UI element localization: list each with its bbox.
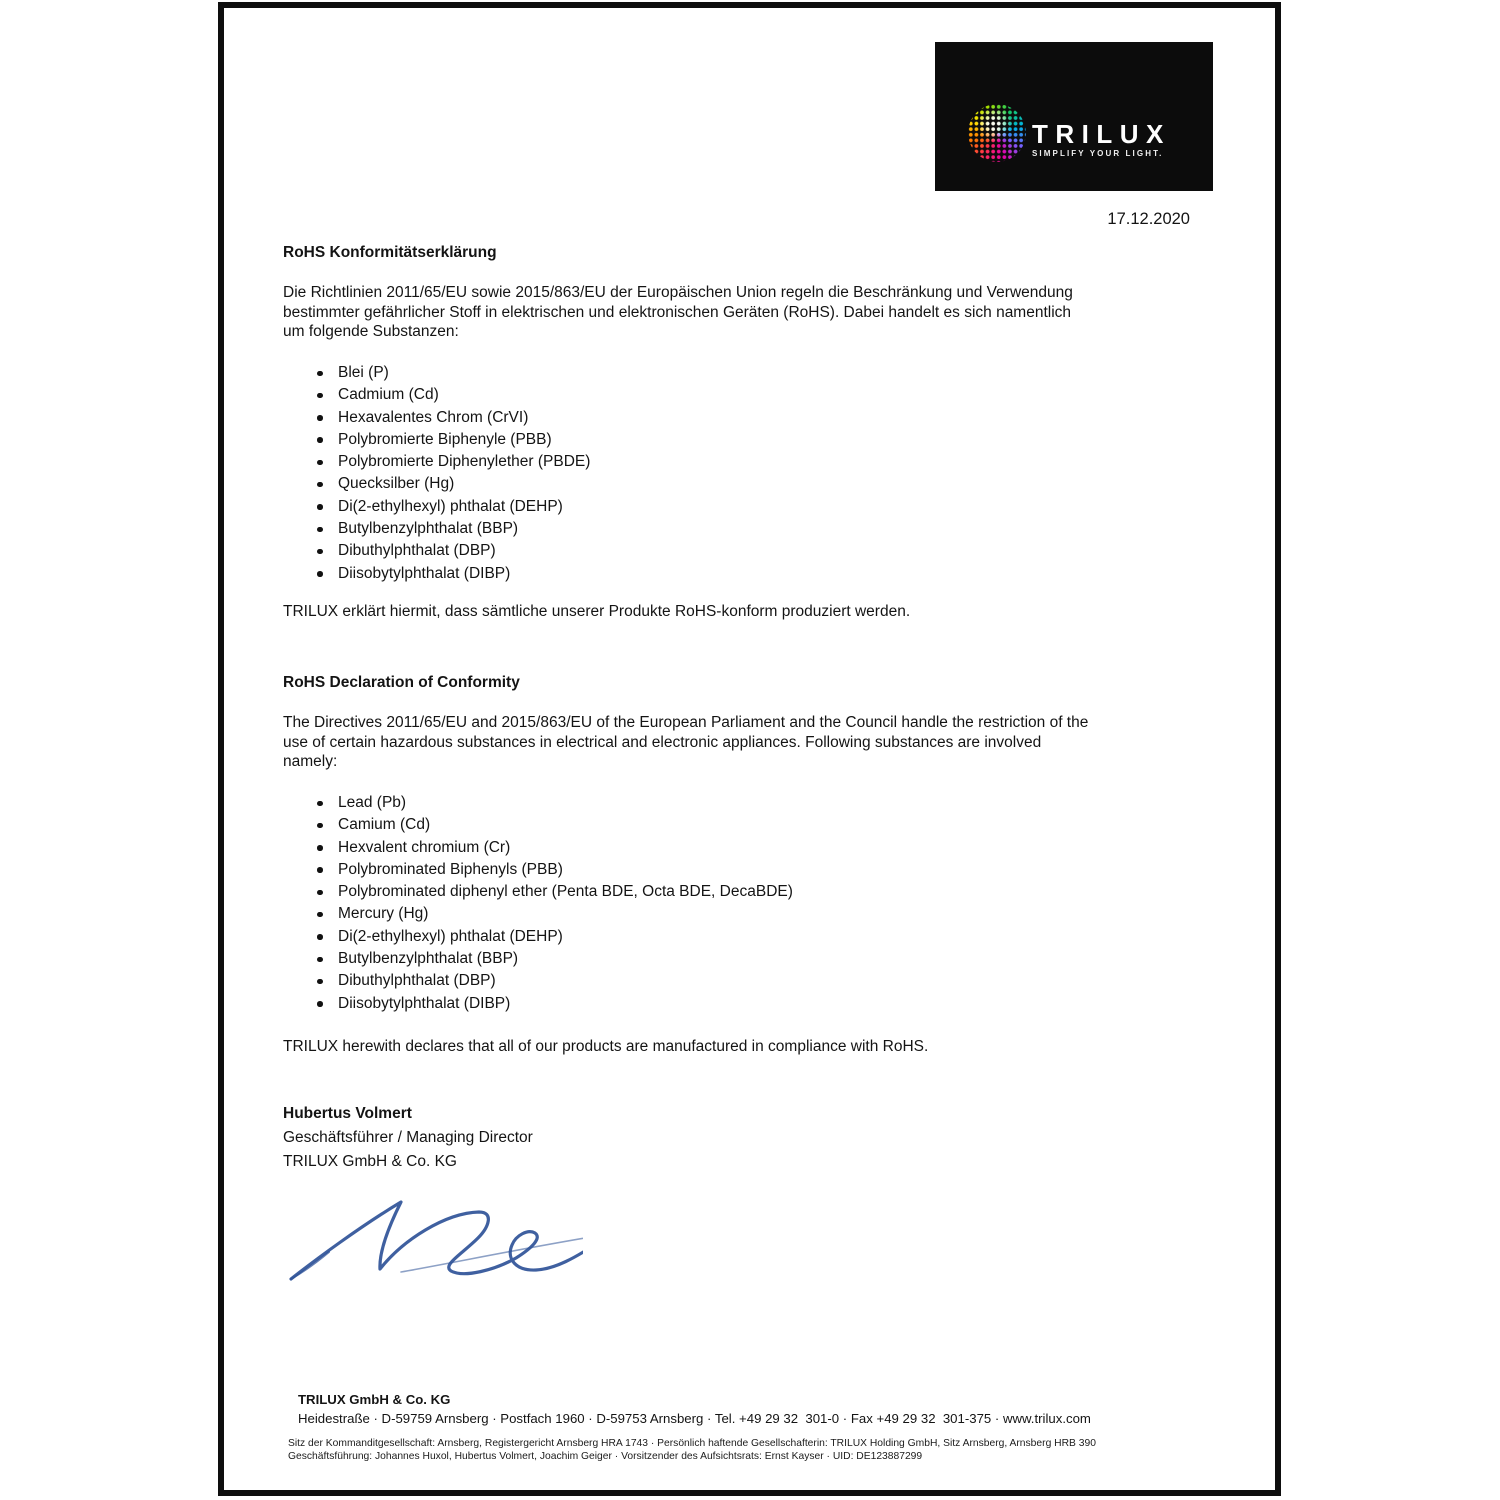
trilux-logo [935,42,1213,191]
english-intro-line: namely: [283,753,338,771]
logo-tagline: SIMPLIFY YOUR LIGHT. [1032,149,1164,158]
list-item: Hexvalent chromium (Cr) [283,837,793,859]
list-item: Polybrominated Biphenyls (PBB) [283,859,793,881]
footer-legal-line: Sitz der Kommanditgesellschaft: Arnsberg, Registergericht Arnsberg HRA 1743 · Persönlich haftende Gesellschafterin: TRILUX Holding GmbH, Sitz Arnsberg, Arnsberg HRB 390 [288,1438,1096,1449]
english-closing-statement: TRILUX herewith declares that all of our products are manufactured in compliance with RoHS. [283,1038,929,1055]
german-closing-statement: TRILUX erklärt hiermit, dass sämtliche unserer Produkte RoHS-konform produziert werden. [283,603,911,620]
german-intro-line: Die Richtlinien 2011/65/EU sowie 2015/863/EU der Europäischen Union regeln die Beschränkung und Verwendung [283,284,1073,301]
list-item: Di(2-ethylhexyl) phthalat (DEHP) [283,926,793,948]
signatory-block [283,1102,533,1174]
trilux-sphere-icon [968,104,1026,162]
list-item: Blei (P) [283,362,590,384]
list-item: Polybromierte Diphenylether (PBDE) [283,451,590,473]
list-item: Butylbenzylphthalat (BBP) [283,518,590,540]
signatory-name: Hubertus Volmert [283,1105,412,1122]
footer-legal-text [288,1438,1096,1464]
footer-address-line: Heidestraße · D-59759 Arnsberg · Postfach 1960 · D-59753 Arnsberg · Tel. +49 29 32 301-0 · Fax +49 29 32 301-375 · www.trilux.com [298,1411,1091,1426]
list-item: Diisobytylphthalat (DIBP) [283,993,793,1015]
english-substance-list [283,792,793,1015]
footer-legal-line: Geschäftsführung: Johannes Huxol, Hubertus Volmert, Joachim Geiger · Vorsitzender des Aufsichtsrats: Ernst Kayser · UID: DE123887299 [288,1450,923,1462]
footer-company-name: TRILUX GmbH & Co. KG [298,1392,451,1407]
list-item: Dibuthylphthalat (DBP) [283,970,793,992]
list-item: Cadmium (Cd) [283,384,590,406]
list-item: Polybromierte Biphenyle (PBB) [283,429,590,451]
list-item: Hexavalentes Chrom (CrVI) [283,407,590,429]
german-substance-list [283,362,590,585]
german-intro-line: bestimmter gefährlicher Stoff in elektrischen und elektronischen Geräten (RoHS). Dabei handelt es sich namentlich [283,303,1072,321]
logo-brand-name: TRILUX [1032,119,1171,149]
handwritten-signature-image [283,1182,583,1290]
list-item: Mercury (Hg) [283,903,793,925]
list-item: Dibuthylphthalat (DBP) [283,540,590,562]
german-intro-paragraph [283,283,1073,342]
list-item: Di(2-ethylhexyl) phthalat (DEHP) [283,496,590,518]
list-item: Lead (Pb) [283,792,793,814]
signatory-company: TRILUX GmbH & Co. KG [283,1153,457,1170]
list-item: Polybrominated diphenyl ether (Penta BDE, Octa BDE, DecaBDE) [283,881,793,903]
signatory-role: Geschäftsführer / Managing Director [283,1129,533,1146]
english-intro-line: use of certain hazardous substances in electrical and electronic appliances. Following substances are involved [283,733,1042,751]
list-item: Camium (Cd) [283,814,793,836]
english-heading: RoHS Declaration of Conformity [283,674,520,691]
german-intro-line: um folgende Substanzen: [283,323,459,341]
english-intro-paragraph [283,713,1088,772]
document-date: 17.12.2020 [1107,210,1190,228]
logo-text [1032,119,1171,158]
german-heading: RoHS Konformitätserklärung [283,244,497,261]
list-item: Diisobytylphthalat (DIBP) [283,563,590,585]
list-item: Butylbenzylphthalat (BBP) [283,948,793,970]
list-item: Quecksilber (Hg) [283,473,590,495]
english-intro-line: The Directives 2011/65/EU and 2015/863/EU of the European Parliament and the Council handle the restriction of the [283,714,1089,731]
